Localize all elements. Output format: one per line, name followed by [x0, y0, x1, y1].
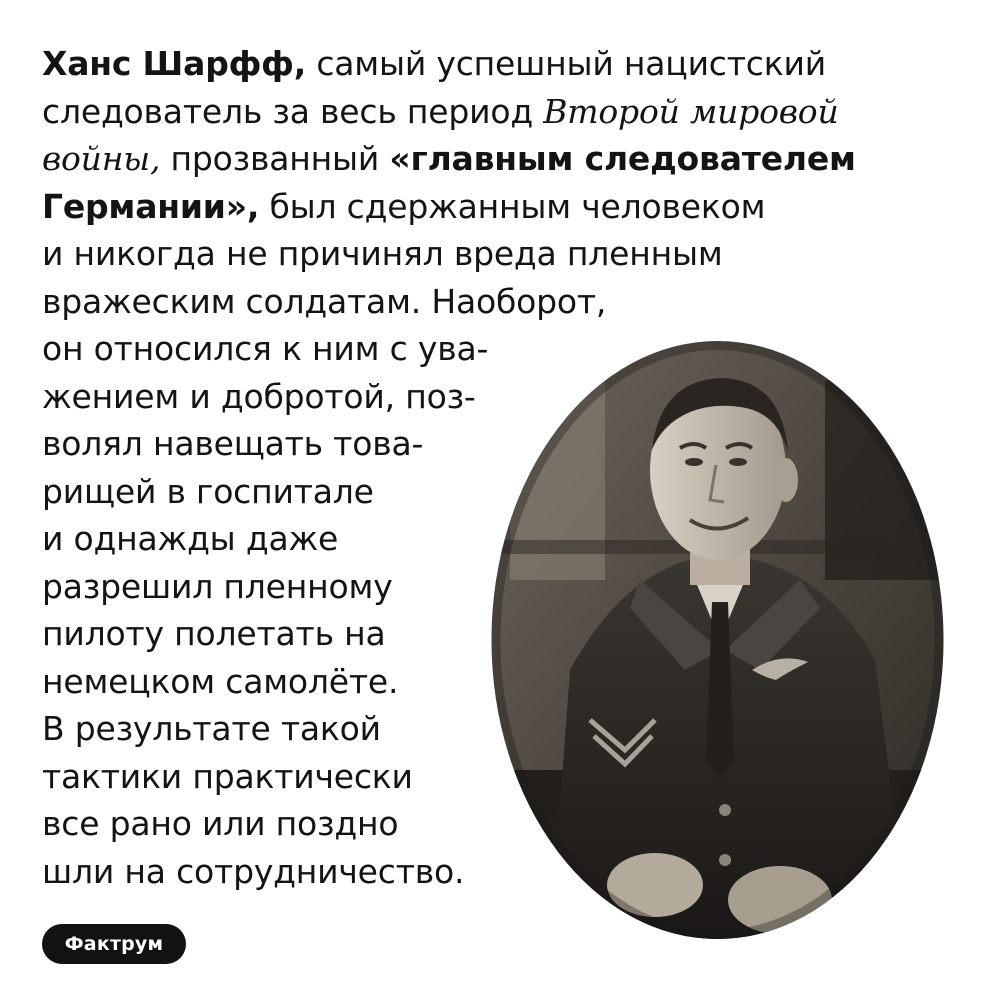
- italic-text: войны,: [42, 139, 161, 178]
- body-text: шли на сотрудничество.: [42, 851, 465, 891]
- body-text: он относился к ним с ува-: [42, 329, 489, 368]
- article-line: [42, 183, 952, 231]
- italic-text: Второй мировой: [543, 91, 839, 131]
- article-line: [42, 88, 952, 136]
- article-line: [42, 230, 952, 278]
- emphasis-text: Германии»,: [42, 186, 260, 226]
- body-text: и никогда не причинял вреда пленным: [42, 234, 723, 273]
- body-text: был сдержанным человеком: [259, 186, 766, 226]
- article-line: [42, 420, 952, 468]
- article-line: [42, 848, 952, 896]
- body-text: пилоту полетать на: [42, 614, 386, 653]
- article-line: [42, 610, 952, 658]
- body-text: самый успешный нацистский: [306, 44, 826, 83]
- article-line: [42, 753, 952, 801]
- body-text: рищей в госпитале: [42, 471, 374, 511]
- article-line: [42, 800, 952, 848]
- article-line: [42, 563, 952, 611]
- emphasis-text: Ханс Шарфф,: [42, 44, 307, 83]
- body-text: разрешил пленному: [42, 566, 393, 606]
- article-line: [42, 278, 952, 326]
- body-text: все рано или поздно: [42, 804, 399, 843]
- body-text: и однажды даже: [42, 519, 339, 558]
- article-line: [42, 40, 952, 88]
- body-text: В результате такой: [42, 709, 381, 748]
- article-line: [42, 658, 952, 706]
- body-text: тактики практически: [42, 756, 413, 796]
- emphasis-text: «главным следователем: [389, 139, 856, 178]
- body-text: жением и добротой, поз-: [42, 376, 476, 416]
- brand-badge[interactable]: Фактрум: [42, 924, 186, 964]
- body-text: следователь за весь период: [42, 91, 544, 131]
- body-text: волял навещать това-: [42, 424, 424, 463]
- article-line: [42, 373, 952, 421]
- article-line: [42, 705, 952, 753]
- body-text: немецком самолёте.: [42, 661, 399, 701]
- body-text: прозванный: [160, 139, 390, 178]
- body-text: вражеским солдатам. Наоборот,: [42, 281, 607, 321]
- article-line: [42, 325, 952, 373]
- article-line: [42, 515, 952, 563]
- article-text: [42, 40, 952, 895]
- article-line: [42, 468, 952, 516]
- article-line: [42, 135, 952, 183]
